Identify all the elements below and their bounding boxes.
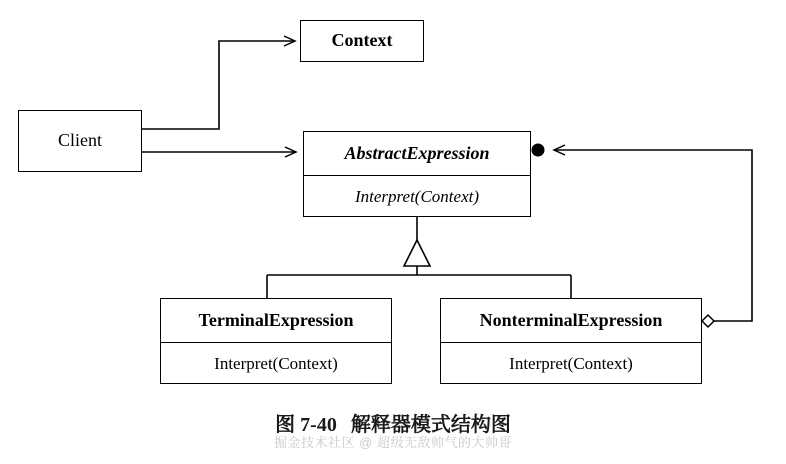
class-box-terminal-expression[interactable] bbox=[160, 298, 392, 384]
class-title-nonterminal-expression: NonterminalExpression bbox=[479, 309, 663, 330]
connector-client-to-context bbox=[142, 41, 295, 129]
class-title-terminal-expression: TerminalExpression bbox=[198, 309, 354, 330]
class-title-context: Context bbox=[331, 30, 393, 51]
connector-generalization bbox=[267, 217, 571, 298]
figure-caption-text: 解释器模式结构图 bbox=[350, 414, 511, 436]
class-title-abstract-expression: AbstractExpression bbox=[344, 142, 490, 163]
class-operations-abstract-expression: Interpret(Context) bbox=[304, 175, 530, 217]
class-title-client: Client bbox=[58, 130, 102, 151]
class-box-nonterminal-expression[interactable] bbox=[440, 298, 702, 384]
class-box-client[interactable] bbox=[18, 110, 142, 172]
figure-number: 图 7-40 bbox=[275, 414, 337, 436]
class-operations-terminal-expression: Interpret(Context) bbox=[161, 342, 391, 384]
watermark-text: 掘金技术社区 @ 超级无敌帅气的大帅哥 bbox=[274, 435, 512, 450]
class-operations-nonterminal-expression: Interpret(Context) bbox=[441, 342, 701, 384]
class-box-abstract-expression[interactable] bbox=[303, 131, 531, 217]
class-box-context[interactable] bbox=[300, 20, 424, 62]
